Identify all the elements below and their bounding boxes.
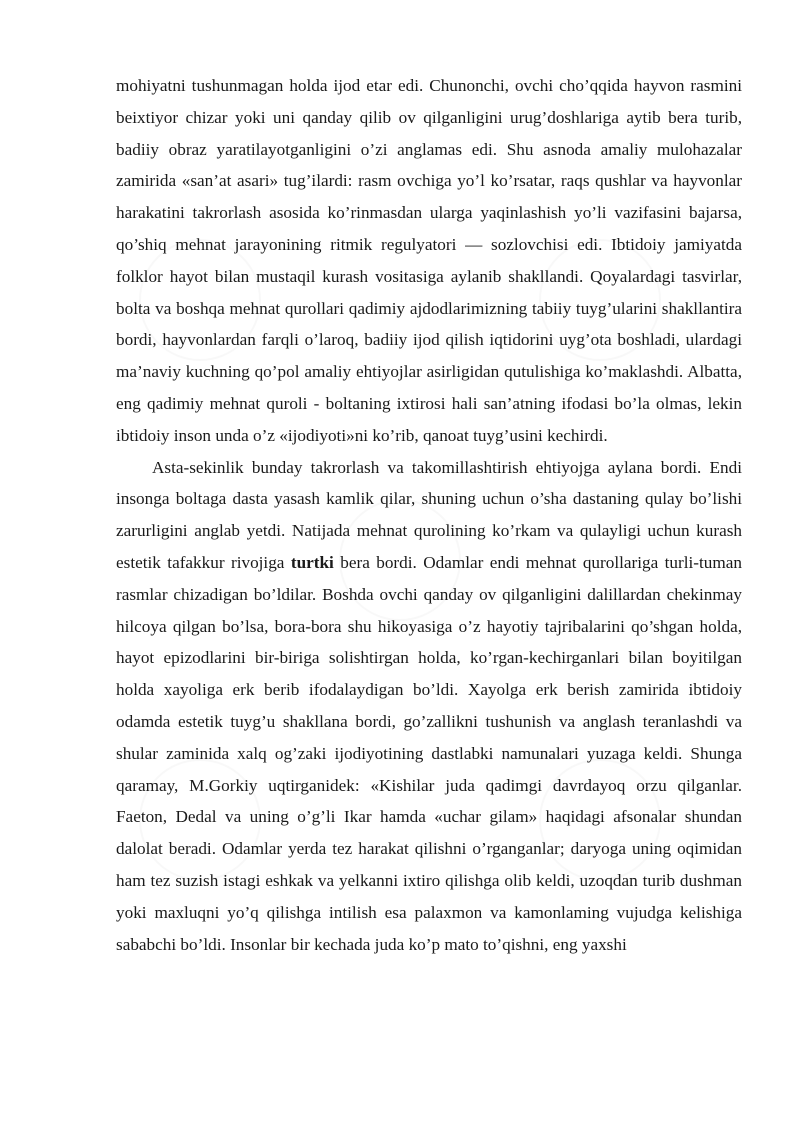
paragraph-2-text-start: Asta-sekinlik bunday takrorlash va takomillashtirish ehtiyojga aylana bordi. Endi insonga boltaga dasta yasash kamlik qilar, shuning uchun o’sha dastaning qulay bo’lishi zarurligini anglab yetdi. Natijada mehnat qurolining ko’rkam va qulayligi uchun kurash estetik tafakkur rivojiga xyxy=(116,457,742,572)
paragraph-1: mohiyatni tushunmagan holda ijod etar edi. Chunonchi, ovchi cho’qqida hayvon rasmini beixtiyor chizar yoki uni qanday qilib ov qilganligini urug’doshlariga aytib bera turib, badiiy obraz yaratilayotganligini o’zi anglamas edi. Shu asnoda amaliy mulohazalar zamirida «san’at asari» tug’ilardi: rasm ovchiga yo’l ko’rsatar, raqs qushlar va hayvonlar harakatini takrorlash asosida ko’rinmasdan ularga yaqinlashish yo’li vazifasini bajarsa, qo’shiq mehnat jarayonining ritmik regulyatori — sozlovchisi edi. Ibtidoiy jamiyatda folklor hayot bilan mustaqil kurash vositasiga aylanib shakllandi. Qoyalardagi tasvirlar, bolta va boshqa mehnat qurollari qadimiy ajdodlarimizning tabiiy tuyg’ularini shakllantira bordi, hayvonlardan farqli o’laroq, badiiy ijod qilish iqtidorini uyg’ota boshladi, ulardagi ma’naviy kuchning qo’pol amaliy ehtiyojlar asirligidan qutulishiga ko’maklashdi. Albatta, eng qadimiy mehnat quroli - boltaning ixtirosi hali san’atning ifodasi bo’la olmas, lekin ibtidoiy inson unda o’z «ijodiyoti»ni ko’rib, qanoat tuyg’usini kechirdi. xyxy=(116,76,742,445)
paragraph-2-text-end: bera bordi. Odamlar endi mehnat qurollariga turli-tuman rasmlar chizadigan bo’ldilar. Boshda ovchi qanday ov qilganligini dalillardan chekinmay hilcoya qilgan bo’lsa, bora-bora shu hikoyasiga o’z hayotiy tajribalarini qo’shgan holda, hayot epizodlarini bir-biriga solishtirgan holda, ko’rgan-kechirganlari bilan boyitilgan holda xayoliga erk berib ifodalaydigan bo’ldi. Xayolga erk berish zamirida ibtidoiy odamda estetik tuyg’u shakllana bordi, go’zallikni tushunish va anglash teranlashdi va shular zaminida xalq og’zaki ijodiyotining dastlabki namunalari yuzaga keldi. Shunga qaramay, M.Gorkiy uqtirganidek: «Kishilar juda qadimgi davrdayoq orzu qilganlar. Faeton, Dedal va uning o’g’li Ikar hamda «uchar gilam» haqidagi afsonalar shundan dalolat beradi. Odamlar yerda tez harakat qilishni o’rganganlar; daryoga uning oqimidan ham tez suzish istagi eshkak va yelkanni ixtiro qilishga olib keldi, uzoqdan turib dushman yoki maxluqni yo’q qilishga intilish esa palaxmon va kamonlaming vujudga kelishiga sababchi bo’ldi. Insonlar bir kechada juda ko’p mato to’qishni, eng yaxshi xyxy=(116,552,742,954)
paragraph-2 xyxy=(116,452,742,961)
document-body xyxy=(116,70,742,960)
bold-term: turtki xyxy=(290,552,334,572)
